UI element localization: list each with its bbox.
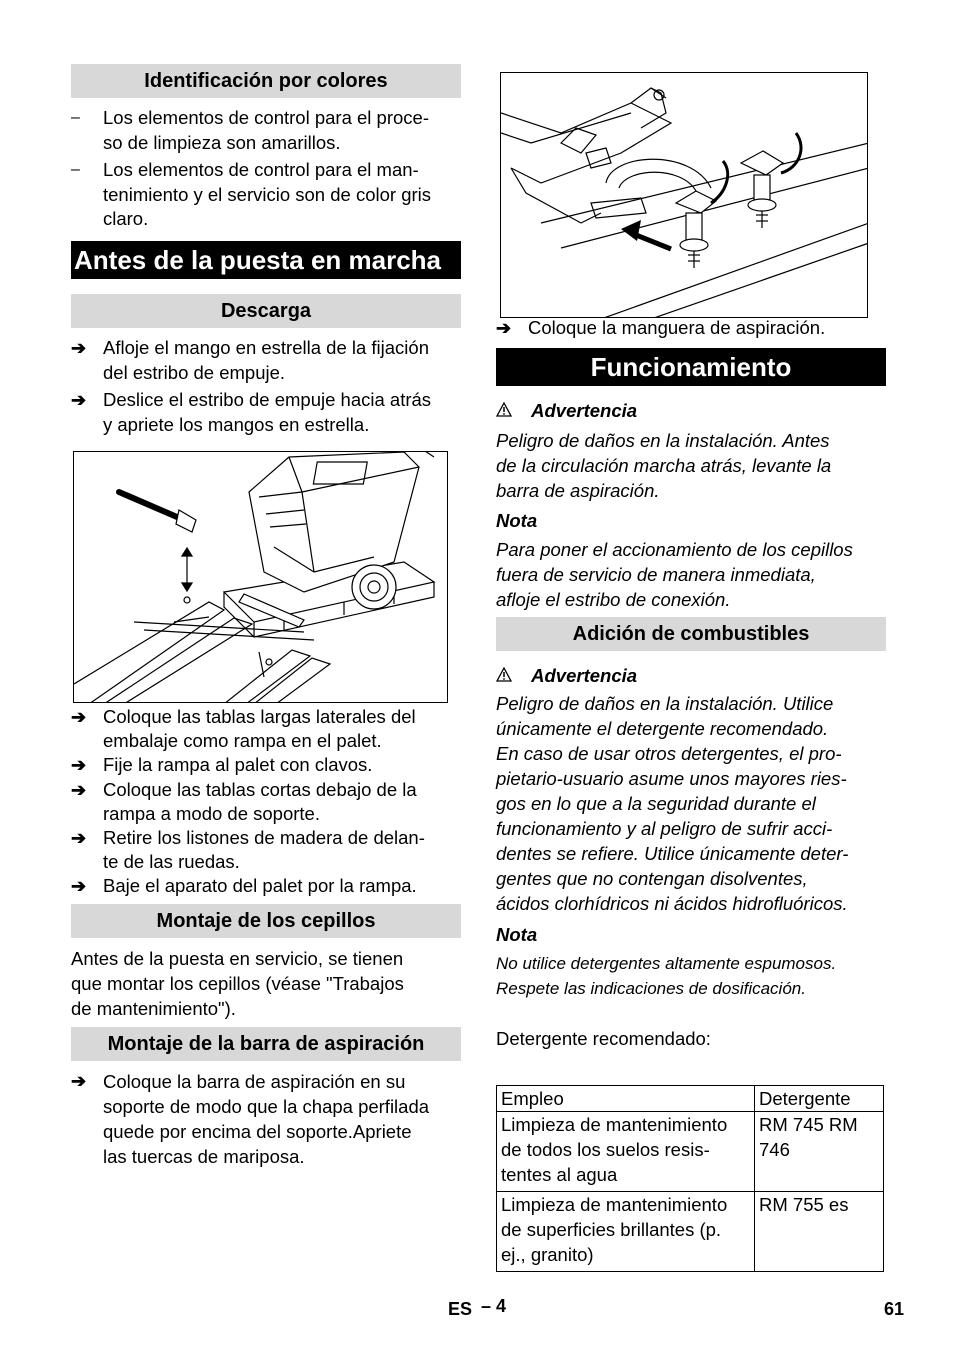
dash-icon: –	[71, 161, 80, 178]
arrow-right-icon: ➔	[496, 318, 512, 338]
step-text: Coloque las tablas largas laterales del embalaje como rampa en el palet.	[103, 706, 416, 751]
warning-triangle-icon	[496, 663, 516, 688]
step-text: Coloque la barra de aspiración en su soporte de modo que la chapa perfilada quede por encima del soporte.Apriete las tuercas de mariposa.	[103, 1071, 430, 1167]
arrow-right-icon: ➔	[71, 390, 87, 410]
arrow-right-icon: ➔	[71, 338, 87, 358]
suction-bar-drawing	[501, 73, 868, 318]
table-cell: Limpieza de mantenimiento de todos los suelos resis- tentes al agua	[497, 1112, 755, 1192]
warning-label	[496, 398, 886, 423]
unloading-heading: Descarga	[71, 294, 461, 328]
footer-section: – 4	[481, 1296, 507, 1316]
step-text: Afloje el mango en estrella de la fijación del estribo de empuje.	[103, 337, 429, 383]
brushes-heading: Montaje de los cepillos	[71, 904, 461, 938]
table-cell: Limpieza de mantenimiento de superficies brillantes (p. ej., granito)	[497, 1192, 755, 1272]
left-column	[71, 0, 461, 1354]
dash-icon: –	[71, 109, 80, 126]
operation-heading: Funcionamiento	[496, 348, 886, 386]
machine-on-pallet-drawing	[74, 452, 448, 703]
table-row	[497, 1112, 884, 1192]
arrow-right-icon: ➔	[71, 780, 87, 800]
right-column	[496, 0, 886, 1354]
warning-text: Peligro de daños en la instalación. Antes de la circulación marcha atrás, levante la barra de aspiración.	[496, 430, 832, 501]
suction-bar-illustration	[500, 72, 868, 318]
arrow-right-icon: ➔	[71, 707, 87, 727]
fuel-heading: Adición de combustibles	[496, 617, 886, 651]
step-text: Retire los listones de madera de delan- te de las ruedas.	[103, 827, 425, 872]
step-text: Baje el aparato del palet por la rampa.	[103, 875, 417, 896]
page-number: 61	[884, 1299, 905, 1319]
suction-heading: Montaje de la barra de aspiración	[71, 1027, 461, 1061]
note-text: Para poner el accionamiento de los cepillos fuera de servicio de manera inmediata, afloje el estribo de conexión.	[496, 539, 853, 610]
color-id-heading: Identificación por colores	[71, 64, 461, 98]
footer-lang: ES	[448, 1299, 473, 1319]
detergent-table	[496, 1085, 884, 1272]
table-header-row	[497, 1086, 884, 1112]
before-start-heading: Antes de la puesta en marcha	[71, 241, 461, 279]
footer	[0, 1296, 954, 1326]
brushes-body: Antes de la puesta en servicio, se tienen que montar los cepillos (véase "Trabajos de mantenimiento").	[71, 948, 404, 1019]
warning-triangle-icon	[496, 398, 516, 423]
arrow-right-icon: ➔	[71, 755, 87, 775]
warning-label	[496, 663, 886, 688]
warning-label-text: Advertencia	[531, 400, 638, 421]
step-item	[71, 388, 461, 440]
table-cell: RM 755 es	[755, 1192, 884, 1272]
step-item	[71, 753, 461, 778]
step-item	[71, 826, 461, 875]
step-text: Fije la rampa al palet con clavos.	[103, 754, 373, 775]
list-item	[71, 106, 461, 158]
note-label: Nota	[496, 510, 538, 531]
recommended-label: Detergente recomendado:	[496, 1028, 711, 1049]
arrow-right-icon: ➔	[71, 876, 87, 896]
list-item-text: Los elementos de control para el man- tenimiento y el servicio son de color gris claro.	[103, 159, 432, 229]
step-item	[71, 1069, 461, 1169]
table-row	[497, 1192, 884, 1272]
step-item	[71, 874, 461, 899]
arrow-right-icon: ➔	[71, 1071, 87, 1091]
table-cell: RM 745 RM 746	[755, 1112, 884, 1192]
step-item	[496, 316, 886, 341]
list-item-text: Los elementos de control para el proce- so de limpieza son amarillos.	[103, 107, 429, 153]
note-label: Nota	[496, 924, 538, 945]
list-item	[71, 158, 461, 234]
warning-text: Peligro de daños en la instalación. Utilice únicamente el detergente recomendado. En caso de usar otros detergentes, el pro- pietario-usuario asume unos mayores ries- gos en lo que a la seguridad durante el funcionamiento y al peligro de sufrir acci- dentes se refiere. Utilice únicamente deter- gentes que no contengan disolventes, ácidos clorhídricos ni ácidos hidrofluóricos.	[496, 693, 849, 914]
unloading-illustration	[73, 451, 448, 703]
step-text: Coloque las tablas cortas debajo de la rampa a modo de soporte.	[103, 779, 417, 824]
warning-label-text: Advertencia	[531, 665, 638, 686]
table-header-cell: Empleo	[497, 1086, 755, 1112]
arrow-right-icon: ➔	[71, 828, 87, 848]
step-text: Coloque la manguera de aspiración.	[528, 317, 826, 338]
step-text: Deslice el estribo de empuje hacia atrás y apriete los mangos en estrella.	[103, 389, 432, 435]
table-header-cell: Detergente	[755, 1086, 884, 1112]
step-item	[71, 336, 461, 388]
step-item	[71, 778, 461, 827]
note-text: No utilice detergentes altamente espumosos. Respete las indicaciones de dosificación.	[496, 954, 837, 998]
step-item	[71, 705, 461, 754]
